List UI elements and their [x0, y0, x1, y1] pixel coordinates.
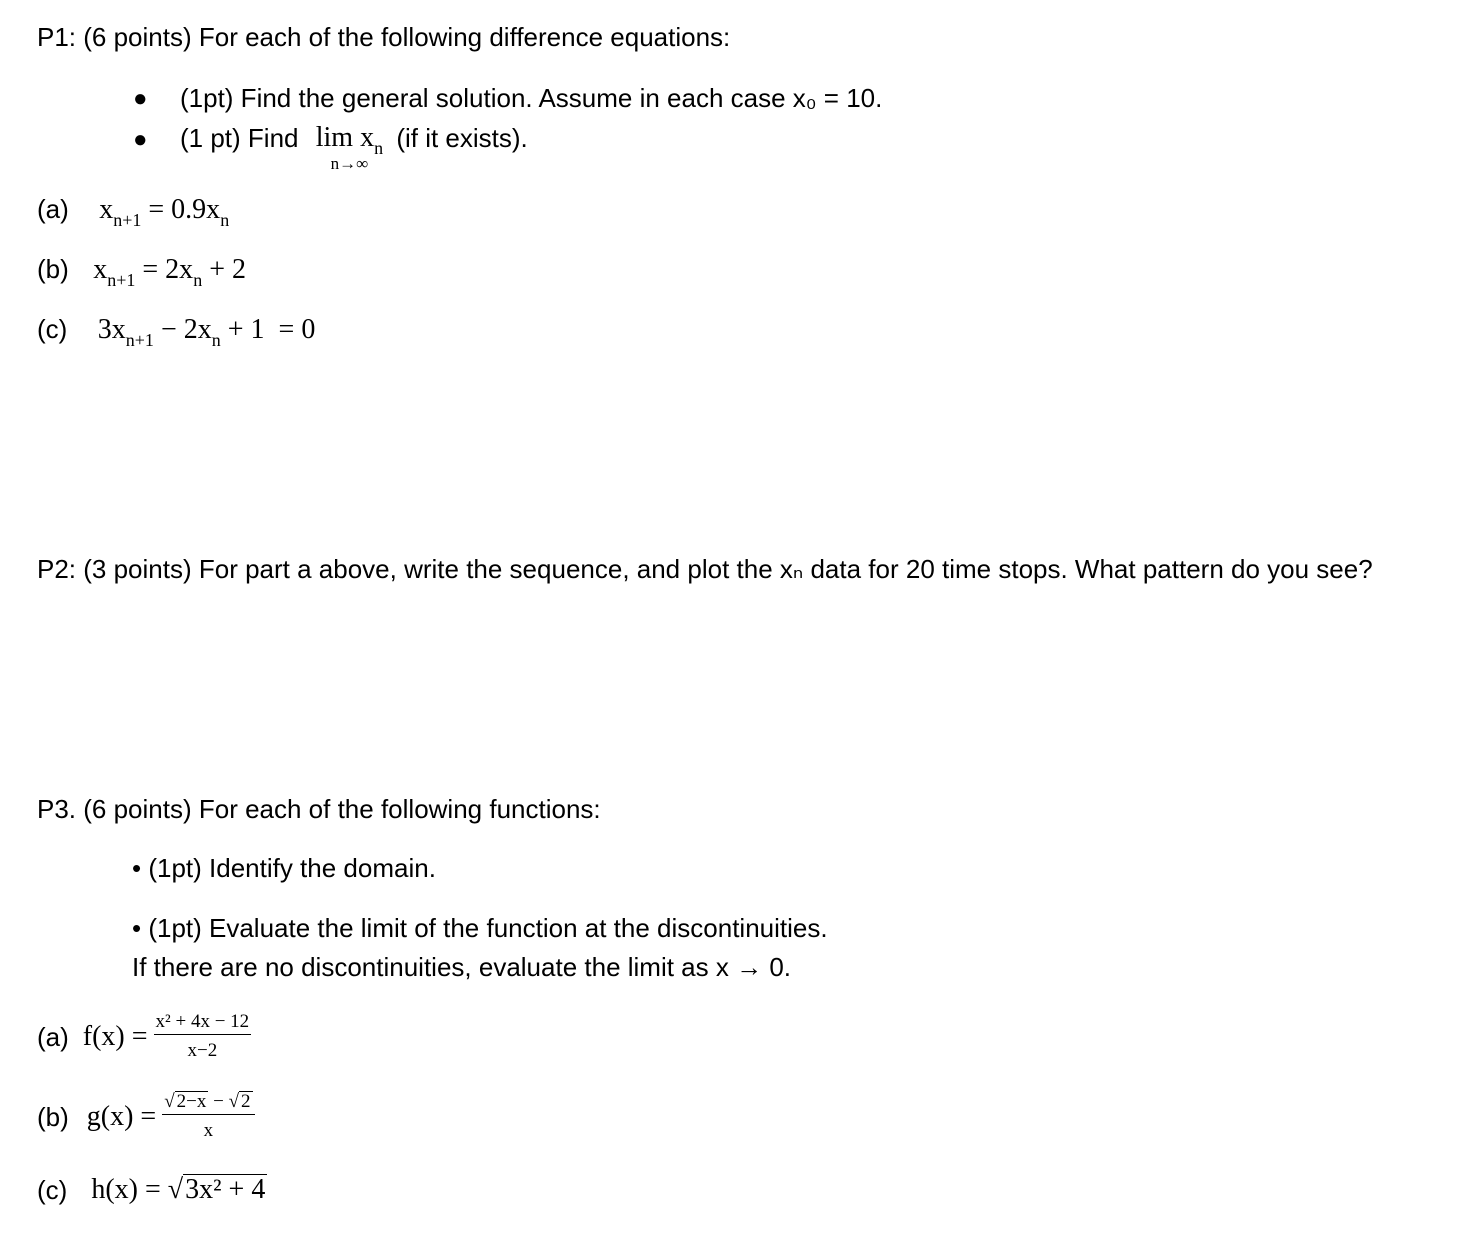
p3-bullet-2-cont: If there are no discontinuities, evaluate the limit as x → 0. [132, 952, 792, 982]
p1-bullet-2-lead: (1 pt) Find [180, 123, 299, 153]
p1-part-b [37, 253, 246, 289]
fraction-numerator [162, 1090, 254, 1114]
part-label: (b) [37, 254, 69, 284]
lim-under: n→∞ [330, 154, 369, 173]
p1-heading: P1: (6 points) For each of the following difference equations: [37, 22, 731, 52]
radicand: 3x² + 4 [185, 1174, 266, 1206]
p3-part-c [37, 1173, 267, 1207]
fraction-denominator: x [162, 1114, 254, 1143]
part-label: (b) [37, 1101, 69, 1132]
eq-lhs: 3x [97, 314, 126, 345]
fraction [154, 1010, 252, 1063]
p1-part-c [37, 313, 315, 349]
eq-rhs-sub: n [220, 210, 230, 230]
sqrt-icon: √ [228, 1091, 240, 1112]
p3-bullet-1: • (1pt) Identify the domain. [132, 853, 436, 883]
minus-sign: − [208, 1091, 229, 1112]
lim-word: lim [315, 122, 354, 153]
eq-lhs-sub: n+1 [113, 210, 142, 230]
p3-heading: P3. (6 points) For each of the following functions: [37, 794, 601, 824]
eq-rhs: − 2x [153, 314, 212, 345]
p3-part-a [37, 1010, 251, 1063]
part-label: (c) [37, 1175, 68, 1205]
eq-lhs: x [99, 194, 114, 225]
part-label: (c) [37, 314, 68, 344]
p1-bullet-2 [180, 122, 528, 172]
sqrt-icon: √ [164, 1091, 175, 1112]
eq-lhs-sub: n+1 [107, 270, 136, 290]
function-name: h(x) = [91, 1174, 168, 1205]
eq-rhs-sub: n [193, 270, 203, 290]
p3-bullet-2: • (1pt) Evaluate the limit of the function at the discontinuities. [132, 913, 828, 943]
limit-expression [316, 122, 383, 172]
lim-var: x [360, 122, 375, 153]
fraction-denominator: x−2 [154, 1034, 252, 1063]
radicand: 2 [241, 1091, 251, 1112]
function-name: g(x) = [86, 1100, 157, 1132]
function-name: f(x) = [82, 1020, 148, 1052]
eq-rhs-sub: n [211, 330, 221, 350]
eq-rhs: = 0.9x [148, 194, 221, 225]
fraction-numerator: x² + 4x − 12 [155, 1011, 250, 1032]
eq-lhs: x [93, 254, 108, 285]
sqrt-icon: √ [167, 1174, 184, 1205]
part-label: (a) [37, 1021, 69, 1052]
bullet-icon: ● [133, 85, 148, 112]
p1-bullet-2-tail: (if it exists). [396, 123, 528, 153]
bullet-icon: ● [133, 126, 148, 153]
lim-sub: n [374, 138, 384, 158]
p1-bullet-1: (1pt) Find the general solution. Assume in each case x₀ = 10. [180, 83, 883, 113]
eq-rhs: = 2x [142, 254, 194, 285]
part-label: (a) [37, 194, 69, 224]
p1-part-a [37, 193, 229, 229]
fraction [162, 1090, 254, 1143]
eq-tail: + 2 [202, 254, 246, 285]
p2-text: P2: (3 points) For part a above, write the sequence, and plot the xₙ data for 20 time stops. What pattern do you see? [37, 554, 1373, 584]
eq-lhs-sub: n+1 [125, 330, 154, 350]
p3-part-b [37, 1090, 255, 1143]
eq-tail: + 1 = 0 [220, 314, 316, 345]
radicand: 2−x [176, 1091, 207, 1112]
